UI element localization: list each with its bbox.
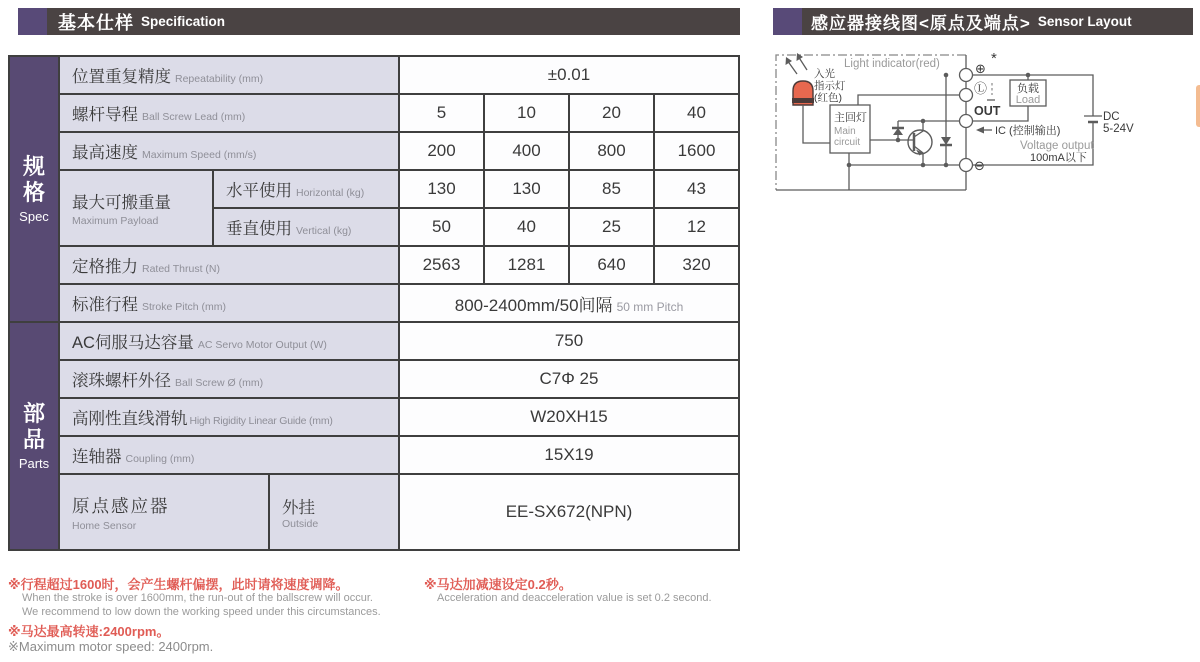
value-thrust-4: 320 xyxy=(654,246,739,284)
dc-battery xyxy=(1084,116,1102,122)
dc-label: DC xyxy=(1103,111,1120,123)
table-row xyxy=(9,360,739,398)
terminal-l-symbol: Ⓛ xyxy=(974,81,988,96)
value-horizontal-3: 85 xyxy=(569,170,654,208)
row-label-coupling: 连轴器 Coupling (mm) xyxy=(59,436,399,474)
terminal-minus xyxy=(960,159,973,172)
table-row xyxy=(9,398,739,436)
incident-light-label: 入光 xyxy=(814,68,835,80)
ic-label: IC (控制输出) xyxy=(995,125,1061,137)
terminal-out xyxy=(960,115,973,128)
value-vertical-4: 12 xyxy=(654,208,739,246)
sensor-wiring-diagram xyxy=(770,43,1200,207)
terminal-plus xyxy=(960,69,973,82)
section-title-en: Specification xyxy=(141,14,226,29)
sidebar-section-spec xyxy=(9,56,59,322)
table-row xyxy=(9,132,739,170)
row-label-ball-screw-lead: 螺杆导程 Ball Screw Lead (mm) xyxy=(59,94,399,132)
value-horizontal-4: 43 xyxy=(654,170,739,208)
value-lead-2: 10 xyxy=(484,94,569,132)
voltage-output-label: Voltage output xyxy=(1020,140,1094,152)
value-horizontal-2: 130 xyxy=(484,170,569,208)
svg-text:Main: Main xyxy=(834,126,856,137)
value-speed-1: 200 xyxy=(399,132,484,170)
value-vertical-3: 25 xyxy=(569,208,654,246)
row-label-rated-thrust: 定格推力 Rated Thrust (N) xyxy=(59,246,399,284)
header-accent-square xyxy=(773,8,802,35)
row-label-linear-guide: 高刚性直线滑轨 High Rigidity Linear Guide (mm) xyxy=(59,398,399,436)
page-edge-accent xyxy=(1196,85,1200,127)
value-servo-output: 750 xyxy=(399,322,739,360)
row-label-outside: 外挂 Outside xyxy=(269,474,399,550)
header-accent-square xyxy=(18,8,47,35)
value-vertical-2: 40 xyxy=(484,208,569,246)
row-label-servo-output: AC伺服马达容量 AC Servo Motor Output (W) xyxy=(59,322,399,360)
value-linear-guide: W20XH15 xyxy=(399,398,739,436)
value-horizontal-1: 130 xyxy=(399,170,484,208)
sidebar-char: 规 xyxy=(22,154,45,179)
sidebar-label-en: Parts xyxy=(18,456,50,471)
sidebar-char: 部 xyxy=(22,401,45,426)
value-thrust-3: 640 xyxy=(569,246,654,284)
note-acceleration-en: Acceleration and deacceleration value is set 0.2 second. xyxy=(437,592,712,604)
specification-table xyxy=(8,55,740,551)
terminal-minus-symbol: ⊖ xyxy=(974,158,985,173)
value-lead-3: 20 xyxy=(569,94,654,132)
terminal-l xyxy=(960,89,973,102)
svg-text:指示灯: 指示灯 xyxy=(814,80,846,92)
row-label-stroke: 标准行程 Stroke Pitch (mm) xyxy=(59,284,399,322)
table-row xyxy=(9,284,739,322)
row-label-max-payload: 最大可搬重量 Maximum Payload xyxy=(59,170,213,246)
table-row xyxy=(9,94,739,132)
current-limit-label: 100mA以下 xyxy=(1030,152,1087,164)
output-transistor xyxy=(908,121,932,165)
sidebar-char: 格 xyxy=(22,180,45,205)
table-row xyxy=(9,56,739,94)
value-ball-screw-dia: C7Φ 25 xyxy=(399,360,739,398)
value-vertical-1: 50 xyxy=(399,208,484,246)
table-row xyxy=(9,474,739,550)
load-label-en: Load xyxy=(1015,94,1041,106)
dc-range-label: 5-24V xyxy=(1103,123,1134,135)
light-indicator-label: Light indicator(red) xyxy=(844,58,940,70)
table-row xyxy=(9,322,739,360)
load-label-zh: 负载 xyxy=(1017,83,1039,95)
sidebar-char: 品 xyxy=(22,427,45,452)
row-label-vertical: 垂直使用 Vertical (kg) xyxy=(213,208,399,246)
ic-arrow xyxy=(976,127,992,134)
section-title-zh: 基本仕样 xyxy=(58,12,134,33)
row-label-home-sensor: 原点感应器 Home Sensor xyxy=(59,474,269,550)
table-row xyxy=(9,246,739,284)
note-motor-speed-zh: ※马达最高转速:2400rpm。 xyxy=(8,624,170,639)
value-coupling: 15X19 xyxy=(399,436,739,474)
incident-light-arrows xyxy=(786,53,808,74)
sidebar-section-parts xyxy=(9,322,59,550)
section-header-sensor-layout xyxy=(773,8,1193,35)
zener-diode xyxy=(940,137,952,145)
sensor-housing-dashed-border xyxy=(776,55,966,190)
svg-text:(红色): (红色) xyxy=(814,92,842,104)
section-title-zh: 感应器接线图<原点及端点> xyxy=(811,14,1031,33)
value-repeatability: ±0.01 xyxy=(399,56,739,94)
value-lead-1: 5 xyxy=(399,94,484,132)
table-row xyxy=(9,436,739,474)
sidebar-label-en: Spec xyxy=(19,209,49,224)
value-stroke: 800-2400mm/50间隔 50 mm Pitch xyxy=(399,284,739,322)
value-speed-2: 400 xyxy=(484,132,569,170)
note-acceleration-zh: ※马达加减速设定0.2秒。 xyxy=(424,577,572,592)
value-lead-4: 40 xyxy=(654,94,739,132)
note-stroke-warning-en1: When the stroke is over 1600mm, the run-out of the ballscrew will occur. xyxy=(22,592,373,604)
table-row xyxy=(9,170,739,208)
terminal-out-label: OUT xyxy=(974,104,1001,118)
note-stroke-warning-zh: ※行程超过1600时，会产生螺杆偏摆，此时请将速度调降。 xyxy=(8,577,349,592)
svg-text:circuit: circuit xyxy=(834,137,861,148)
section-header-specification xyxy=(18,8,740,35)
terminal-plus-symbol: ⊕ xyxy=(975,61,986,76)
value-home-sensor: EE-SX672(NPN) xyxy=(399,474,739,550)
value-speed-3: 800 xyxy=(569,132,654,170)
value-speed-4: 1600 xyxy=(654,132,739,170)
value-thrust-2: 1281 xyxy=(484,246,569,284)
terminal-star: * xyxy=(991,50,997,67)
note-stroke-warning-en2: We recommend to low down the working speed under this circumstances. xyxy=(22,606,381,618)
note-motor-speed-en: ※Maximum motor speed: 2400rpm. xyxy=(8,639,214,654)
row-label-repeatability: 位置重复精度 Repeatability (mm) xyxy=(59,56,399,94)
main-circuit-label-zh: 主回灯 xyxy=(834,112,867,124)
zener-diode xyxy=(892,128,904,135)
value-thrust-1: 2563 xyxy=(399,246,484,284)
row-label-ball-screw-dia: 滚珠螺杆外径 Ball Screw Ø (mm) xyxy=(59,360,399,398)
section-title-en: Sensor Layout xyxy=(1037,14,1132,29)
led-band xyxy=(792,98,814,103)
row-label-max-speed: 最高速度 Maximum Speed (mm/s) xyxy=(59,132,399,170)
row-label-horizontal: 水平使用 Horizontal (kg) xyxy=(213,170,399,208)
